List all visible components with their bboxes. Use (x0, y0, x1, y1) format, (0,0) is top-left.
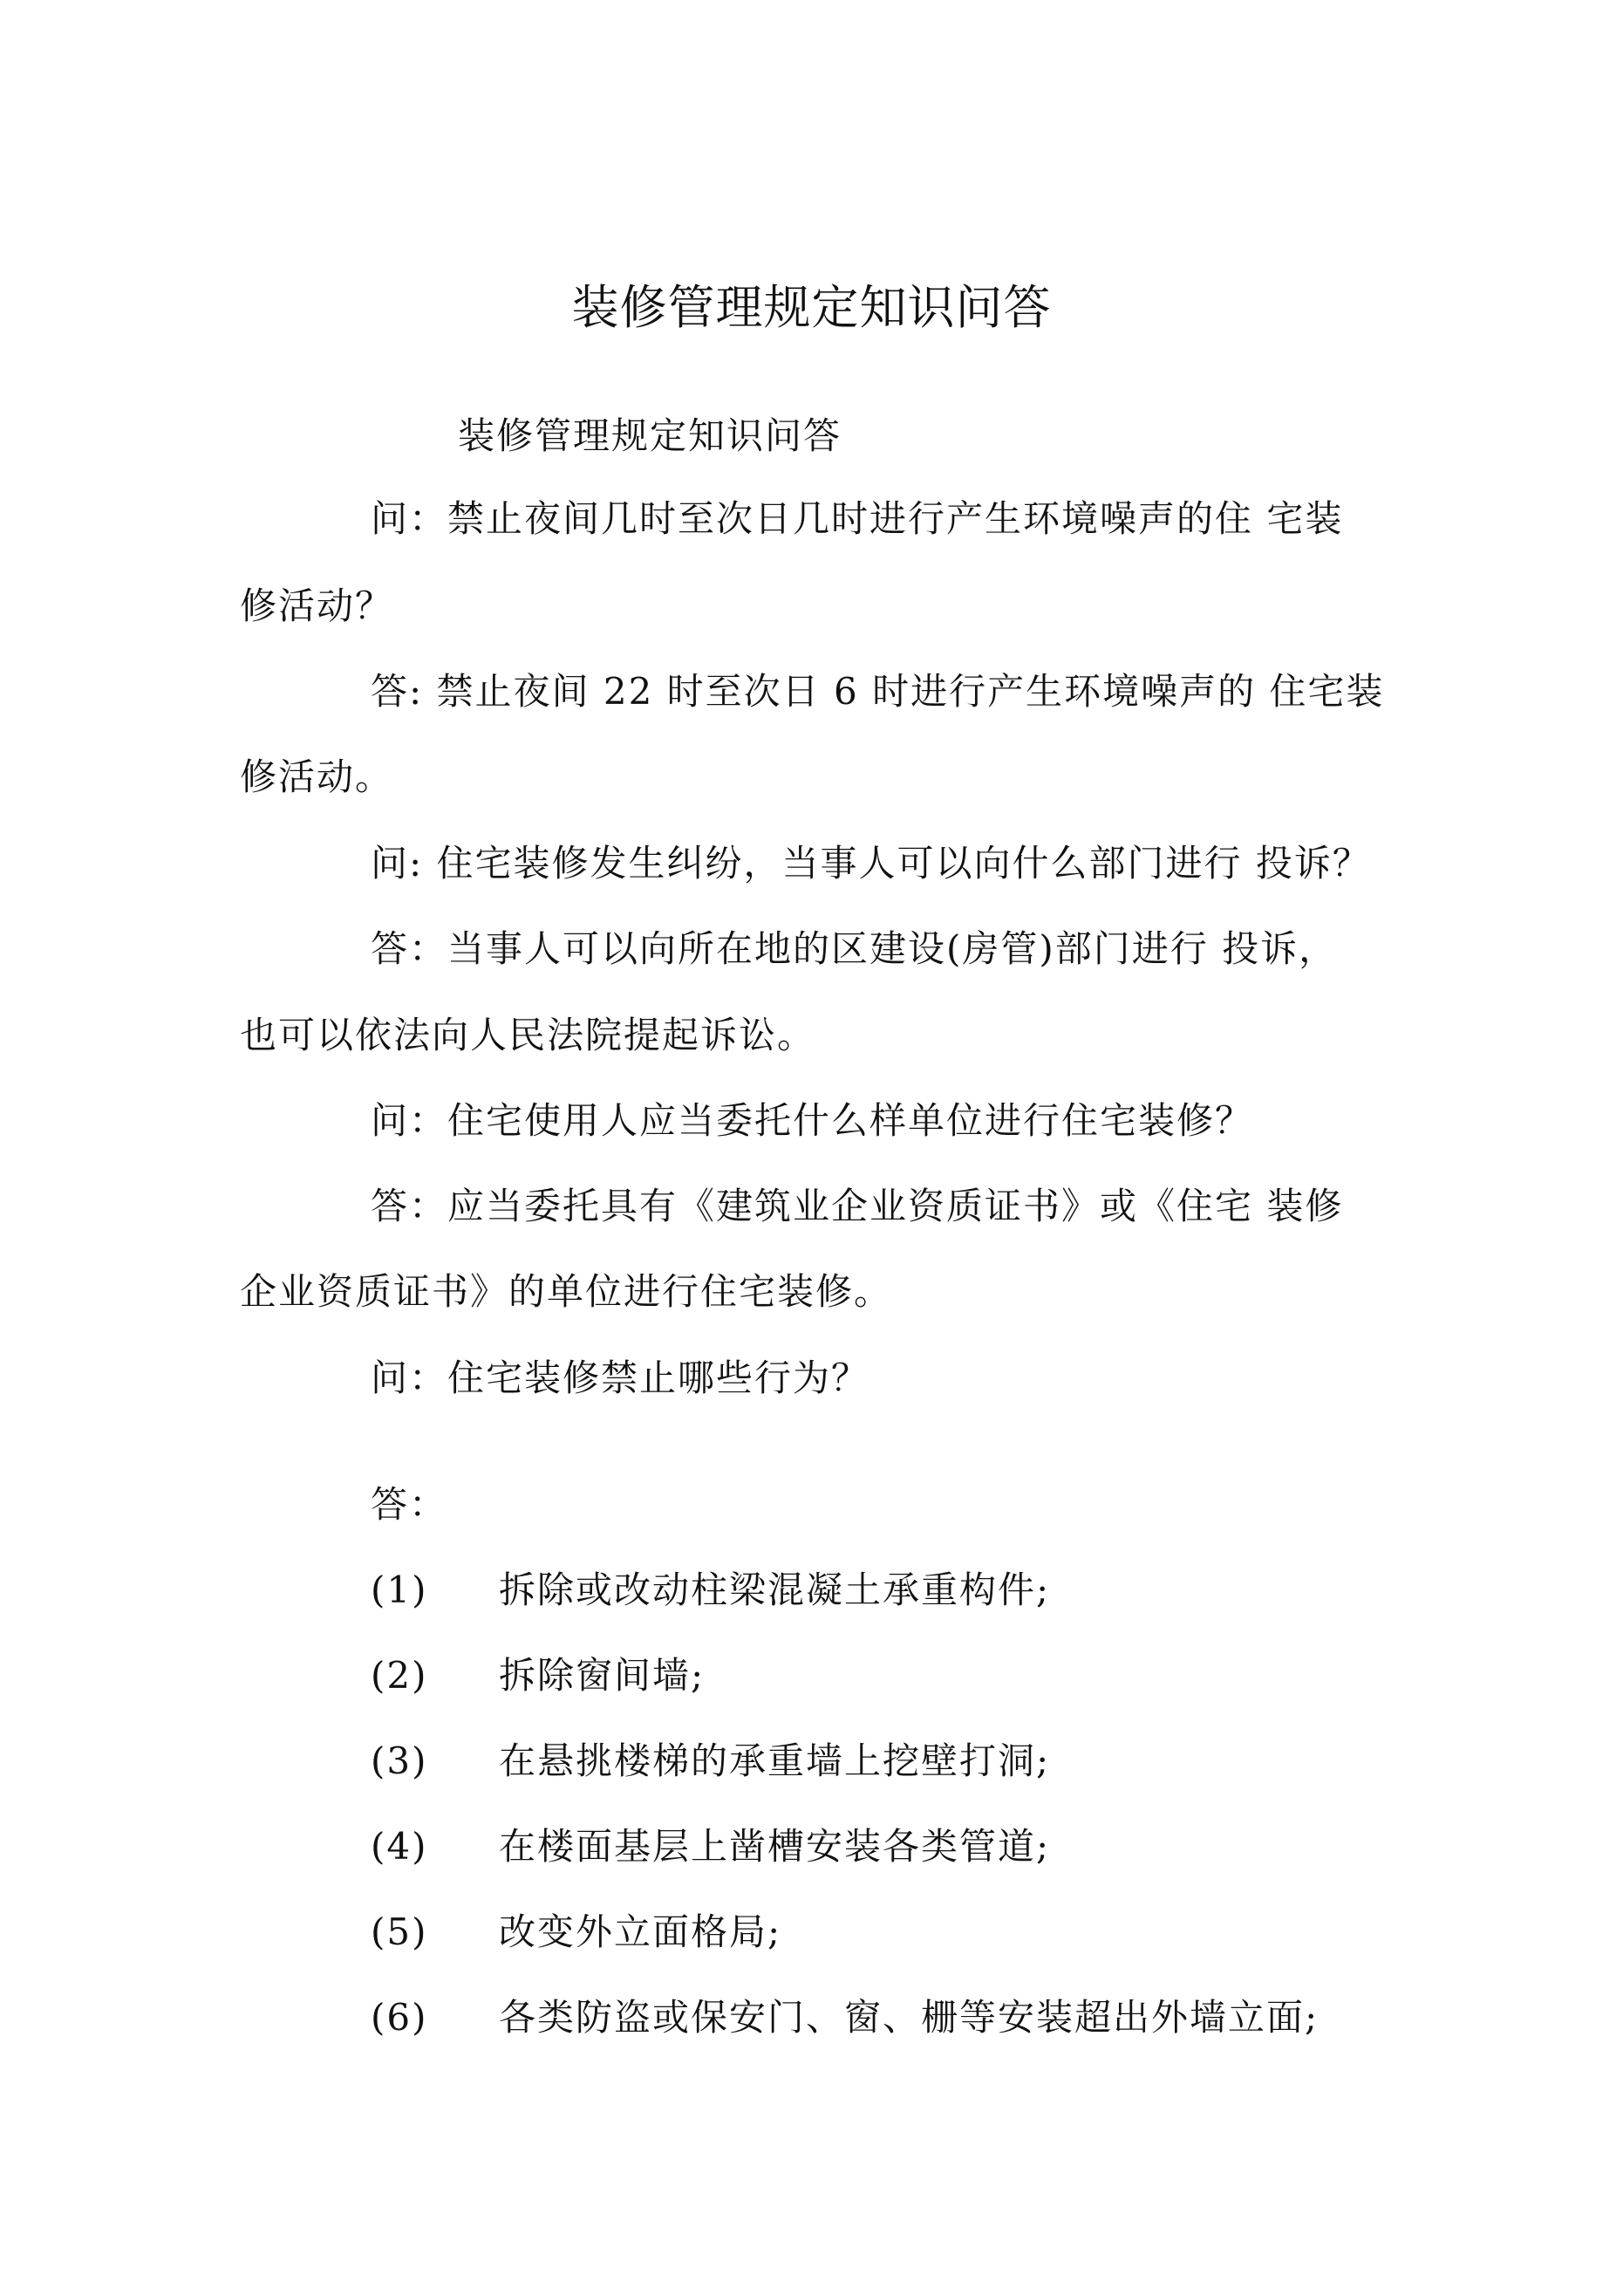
list-item (240, 1906, 1391, 1958)
list-item-text: 在悬挑楼梯的承重墙上挖壁打洞; (499, 1739, 1051, 1782)
paragraph-line: 答：当事人可以向所在地的区建设(房管)部门进行 投诉， (371, 927, 1338, 970)
list-item-text: 改变外立面格局; (499, 1910, 782, 1953)
paragraph-line: 答：应当委托具有《建筑业企业资质证书》或《住宅 装修 (371, 1185, 1344, 1227)
list-item-text: 拆除或改动柱梁混凝土承重构件; (499, 1568, 1051, 1611)
list-item-number: (5) (371, 1910, 428, 1953)
document-title: 装修管理规定知识问答 (571, 280, 1052, 335)
list-item-text: 各类防盗或保安门、窗、栅等安装超出外墙立面; (499, 1996, 1320, 2039)
list-item (240, 1650, 1391, 1702)
list-item-number: (4) (371, 1825, 428, 1868)
list-item-text: 在楼面基层上凿槽安装各类管道; (499, 1825, 1051, 1868)
list-item-number: (6) (371, 1996, 428, 2039)
paragraph-line: 问: 住宅装修发生纠纷，当事人可以向什么部门进行 投诉？ (371, 842, 1371, 885)
paragraph-line: 修活动。 (240, 755, 394, 798)
list-item (240, 1564, 1391, 1616)
paragraph-line: 问：住宅装修禁止哪些行为？ (371, 1356, 870, 1399)
list-item (240, 1735, 1391, 1787)
paragraph-line: 也可以依法向人民法院提起诉讼。 (240, 1014, 816, 1056)
list-item-number: (1) (371, 1568, 428, 1611)
list-item (240, 1992, 1391, 2044)
list-item-text: 拆除窗间墙; (499, 1654, 706, 1697)
list-item-number: (2) (371, 1654, 428, 1697)
paragraph-line: 答: 禁止夜间 22 时至次日 6 时进行产生环境噪声的 住宅装 (371, 670, 1385, 713)
paragraph-line: 企业资质证书》的单位进行住宅装修。 (240, 1270, 893, 1313)
list-item-number: (3) (371, 1739, 428, 1782)
list-item (240, 1821, 1391, 1873)
paragraph-line: 问：住宅使用人应当委托什么样单位进行住宅装修？ (371, 1099, 1254, 1142)
answer-label: 答： (371, 1483, 448, 1526)
document-body (240, 0, 1391, 2296)
paragraph-line: 修活动？ (240, 584, 394, 627)
paragraph-line: 问：禁止夜间几时至次日几时进行产生环境噪声的住 宅装 (371, 497, 1344, 540)
subtitle: 装修管理规定知识问答 (458, 414, 842, 457)
